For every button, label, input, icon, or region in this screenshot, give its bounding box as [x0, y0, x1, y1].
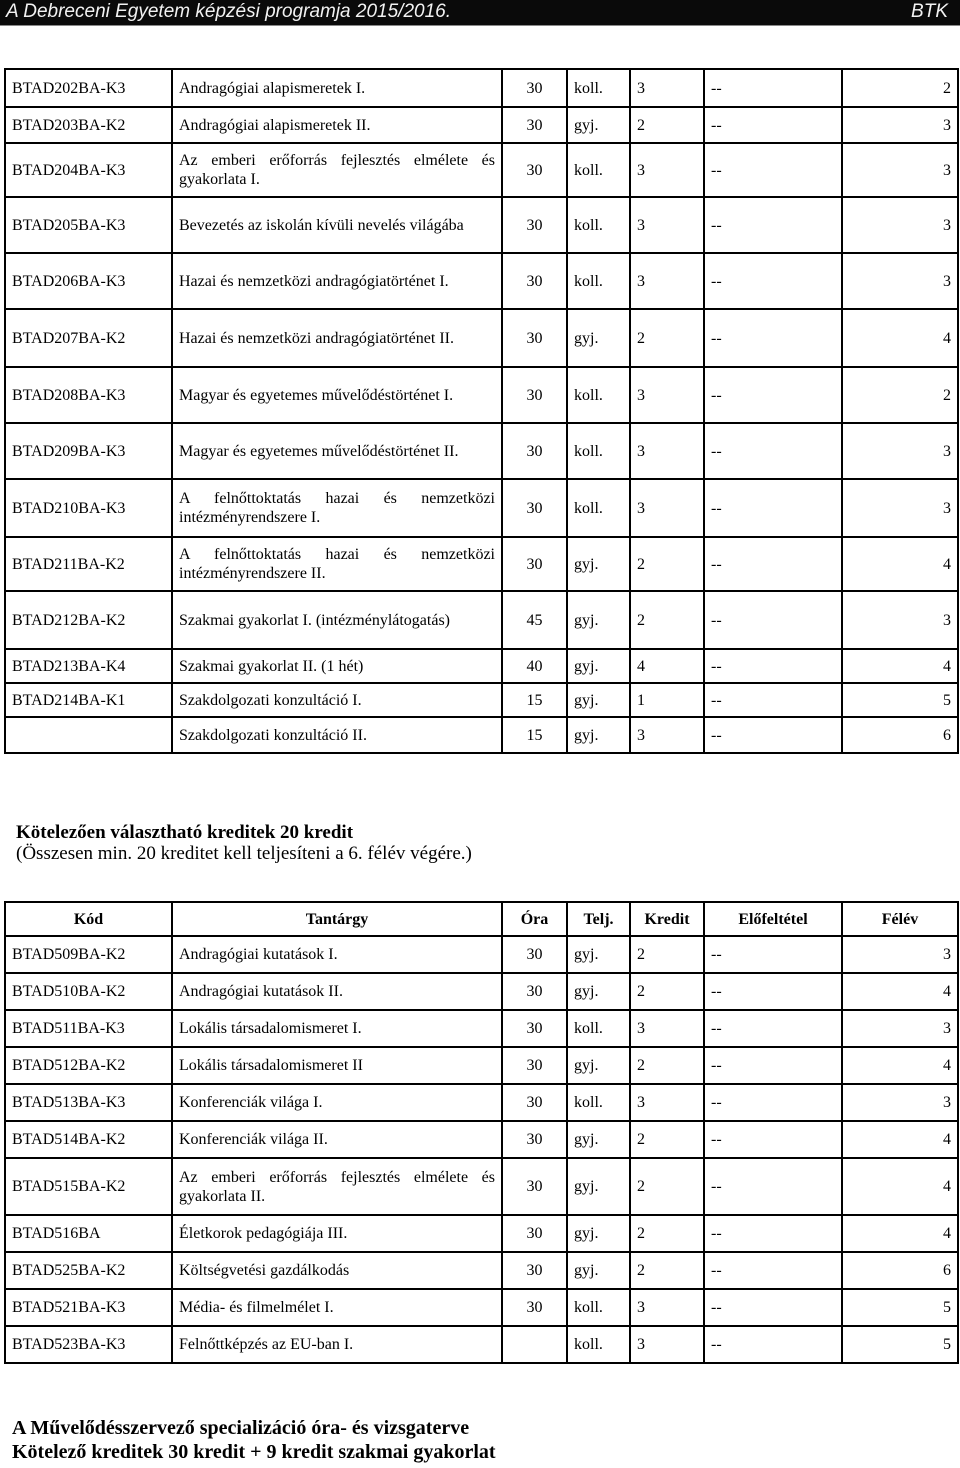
- course-subject: Felnőttképzés az EU-ban I.: [172, 1326, 502, 1363]
- course-prerequisite: --: [704, 253, 842, 309]
- table-row: [5, 367, 958, 423]
- specialization-title: A Művelődésszervező specializáció óra- és vizsgaterve: [12, 1417, 470, 1439]
- table-row: [5, 1047, 958, 1084]
- course-subject: Magyar és egyetemes művelődéstörténet II.: [172, 423, 502, 479]
- course-completion-type: koll.: [567, 367, 630, 423]
- course-subject: Szakmai gyakorlat I. (intézménylátogatás): [172, 591, 502, 649]
- course-credit: 3: [630, 1084, 704, 1121]
- col-header-prerequisite: Előfeltétel: [704, 902, 842, 936]
- course-subject: Bevezetés az iskolán kívüli nevelés világába: [172, 197, 502, 253]
- table-row: [5, 717, 958, 753]
- course-semester: 4: [842, 1215, 958, 1252]
- course-subject: Lokális társadalomismeret I.: [172, 1010, 502, 1047]
- course-subject: A felnőttoktatás hazai és nemzetközi intézményrendszere I.: [172, 479, 502, 537]
- elective-note: [16, 822, 472, 864]
- header-title: A Debreceni Egyetem képzési programja 2015/2016.: [6, 1, 451, 22]
- course-credit: 4: [630, 649, 704, 683]
- table-row: [5, 683, 958, 717]
- course-credit: 3: [630, 479, 704, 537]
- course-prerequisite: --: [704, 1047, 842, 1084]
- course-prerequisite: --: [704, 1289, 842, 1326]
- course-hours: 30: [502, 1252, 567, 1289]
- course-prerequisite: --: [704, 107, 842, 143]
- course-completion-type: koll.: [567, 423, 630, 479]
- course-code: BTAD203BA-K2: [5, 107, 172, 143]
- table-row: [5, 1010, 958, 1047]
- course-semester: 3: [842, 197, 958, 253]
- course-subject: Hazai és nemzetközi andragógiatörténet II.: [172, 309, 502, 367]
- table-row: [5, 253, 958, 309]
- table-row: [5, 107, 958, 143]
- course-hours: 30: [502, 537, 567, 591]
- course-hours: 30: [502, 309, 567, 367]
- course-hours: 30: [502, 197, 567, 253]
- course-code: BTAD511BA-K3: [5, 1010, 172, 1047]
- course-code: BTAD211BA-K2: [5, 537, 172, 591]
- course-subject: Andragógiai kutatások II.: [172, 973, 502, 1010]
- course-completion-type: gyj.: [567, 309, 630, 367]
- course-code: BTAD523BA-K3: [5, 1326, 172, 1363]
- table-row: [5, 309, 958, 367]
- course-completion-type: gyj.: [567, 537, 630, 591]
- course-code: BTAD521BA-K3: [5, 1289, 172, 1326]
- course-credit: 3: [630, 1326, 704, 1363]
- course-code: [5, 717, 172, 753]
- table-row: [5, 591, 958, 649]
- col-header-completion: Telj.: [567, 902, 630, 936]
- course-hours: 30: [502, 1010, 567, 1047]
- course-credit: 2: [630, 591, 704, 649]
- course-subject: Költségvetési gazdálkodás: [172, 1252, 502, 1289]
- course-prerequisite: --: [704, 649, 842, 683]
- course-semester: 5: [842, 1326, 958, 1363]
- course-code: BTAD213BA-K4: [5, 649, 172, 683]
- course-subject: Andragógiai kutatások I.: [172, 936, 502, 973]
- course-hours: 30: [502, 1289, 567, 1326]
- course-prerequisite: --: [704, 367, 842, 423]
- course-completion-type: koll.: [567, 1084, 630, 1121]
- table-row: [5, 1158, 958, 1215]
- course-completion-type: gyj.: [567, 683, 630, 717]
- course-prerequisite: --: [704, 1326, 842, 1363]
- course-credit: 2: [630, 1121, 704, 1158]
- course-semester: 4: [842, 1121, 958, 1158]
- elective-courses-table: [4, 901, 959, 1364]
- course-hours: 15: [502, 717, 567, 753]
- table-row: [5, 1215, 958, 1252]
- course-credit: 2: [630, 1158, 704, 1215]
- course-semester: 6: [842, 717, 958, 753]
- course-credit: 3: [630, 717, 704, 753]
- course-hours: 30: [502, 253, 567, 309]
- course-credit: 3: [630, 253, 704, 309]
- course-semester: 3: [842, 936, 958, 973]
- table-row: [5, 1252, 958, 1289]
- table-row: [5, 973, 958, 1010]
- table-row: [5, 479, 958, 537]
- course-credit: 2: [630, 309, 704, 367]
- course-semester: 3: [842, 479, 958, 537]
- course-completion-type: koll.: [567, 479, 630, 537]
- course-completion-type: gyj.: [567, 1252, 630, 1289]
- page-header: [0, 0, 960, 26]
- specialization-heading-block: [12, 1416, 496, 1464]
- course-subject: Szakmai gyakorlat II. (1 hét): [172, 649, 502, 683]
- course-completion-type: koll.: [567, 143, 630, 197]
- course-completion-type: gyj.: [567, 717, 630, 753]
- course-semester: 6: [842, 1252, 958, 1289]
- course-subject: Média- és filmelmélet I.: [172, 1289, 502, 1326]
- course-credit: 3: [630, 143, 704, 197]
- table-row: [5, 69, 958, 107]
- course-completion-type: gyj.: [567, 936, 630, 973]
- course-completion-type: koll.: [567, 197, 630, 253]
- course-code: BTAD209BA-K3: [5, 423, 172, 479]
- course-credit: 2: [630, 973, 704, 1010]
- course-completion-type: gyj.: [567, 1215, 630, 1252]
- table-header-row: [5, 902, 958, 936]
- course-semester: 4: [842, 649, 958, 683]
- course-hours: 40: [502, 649, 567, 683]
- course-completion-type: koll.: [567, 69, 630, 107]
- course-credit: 2: [630, 1252, 704, 1289]
- course-hours: 15: [502, 683, 567, 717]
- col-header-hours: Óra: [502, 902, 567, 936]
- course-credit: 2: [630, 1215, 704, 1252]
- course-completion-type: gyj.: [567, 1121, 630, 1158]
- course-completion-type: koll.: [567, 1289, 630, 1326]
- table-row: [5, 649, 958, 683]
- course-hours: 45: [502, 591, 567, 649]
- table-row: [5, 1289, 958, 1326]
- course-hours: 30: [502, 936, 567, 973]
- course-subject: Hazai és nemzetközi andragógiatörténet I.: [172, 253, 502, 309]
- course-prerequisite: --: [704, 936, 842, 973]
- course-prerequisite: --: [704, 591, 842, 649]
- course-prerequisite: --: [704, 1084, 842, 1121]
- header-rule: [0, 25, 960, 26]
- course-code: BTAD510BA-K2: [5, 973, 172, 1010]
- course-semester: 3: [842, 1010, 958, 1047]
- course-completion-type: gyj.: [567, 649, 630, 683]
- course-code: BTAD210BA-K3: [5, 479, 172, 537]
- table-row: [5, 1326, 958, 1363]
- course-code: BTAD516BA: [5, 1215, 172, 1252]
- course-credit: 2: [630, 1047, 704, 1084]
- course-completion-type: gyj.: [567, 1158, 630, 1215]
- course-hours: 30: [502, 973, 567, 1010]
- course-completion-type: koll.: [567, 253, 630, 309]
- course-completion-type: gyj.: [567, 1047, 630, 1084]
- course-semester: 4: [842, 537, 958, 591]
- course-semester: 4: [842, 973, 958, 1010]
- table-row: [5, 936, 958, 973]
- course-code: BTAD512BA-K2: [5, 1047, 172, 1084]
- course-prerequisite: --: [704, 309, 842, 367]
- col-header-code: Kód: [5, 902, 172, 936]
- table-row: [5, 1121, 958, 1158]
- course-semester: 3: [842, 591, 958, 649]
- course-hours: 30: [502, 367, 567, 423]
- course-code: BTAD509BA-K2: [5, 936, 172, 973]
- course-hours: [502, 1326, 567, 1363]
- course-subject: Konferenciák világa I.: [172, 1084, 502, 1121]
- course-prerequisite: --: [704, 69, 842, 107]
- course-hours: 30: [502, 479, 567, 537]
- course-code: BTAD202BA-K3: [5, 69, 172, 107]
- course-completion-type: gyj.: [567, 107, 630, 143]
- elective-credits-heading: Kötelezően választható kreditek 20 kredit: [16, 822, 354, 843]
- course-prerequisite: --: [704, 973, 842, 1010]
- course-semester: 3: [842, 143, 958, 197]
- course-subject: Andragógiai alapismeretek II.: [172, 107, 502, 143]
- course-semester: 4: [842, 309, 958, 367]
- table-row: [5, 197, 958, 253]
- course-semester: 3: [842, 423, 958, 479]
- course-subject: Andragógiai alapismeretek I.: [172, 69, 502, 107]
- mandatory-courses-table: [4, 68, 959, 754]
- col-header-subject: Tantárgy: [172, 902, 502, 936]
- course-subject: Szakdolgozati konzultáció I.: [172, 683, 502, 717]
- course-credit: 2: [630, 107, 704, 143]
- course-hours: 30: [502, 1084, 567, 1121]
- course-prerequisite: --: [704, 537, 842, 591]
- course-subject: Konferenciák világa II.: [172, 1121, 502, 1158]
- course-semester: 4: [842, 1158, 958, 1215]
- course-credit: 3: [630, 1289, 704, 1326]
- course-hours: 30: [502, 1158, 567, 1215]
- course-credit: 3: [630, 423, 704, 479]
- course-prerequisite: --: [704, 1121, 842, 1158]
- course-credit: 3: [630, 367, 704, 423]
- course-completion-type: gyj.: [567, 973, 630, 1010]
- course-hours: 30: [502, 1121, 567, 1158]
- course-semester: 3: [842, 1084, 958, 1121]
- course-semester: 3: [842, 253, 958, 309]
- course-prerequisite: --: [704, 1215, 842, 1252]
- course-semester: 5: [842, 683, 958, 717]
- course-subject: Magyar és egyetemes művelődéstörténet I.: [172, 367, 502, 423]
- course-subject: Lokális társadalomismeret II: [172, 1047, 502, 1084]
- course-prerequisite: --: [704, 143, 842, 197]
- course-semester: 5: [842, 1289, 958, 1326]
- specialization-credits: Kötelező kreditek 30 kredit + 9 kredit szakmai gyakorlat: [12, 1441, 496, 1463]
- course-hours: 30: [502, 1215, 567, 1252]
- course-hours: 30: [502, 423, 567, 479]
- table-row: [5, 143, 958, 197]
- course-prerequisite: --: [704, 717, 842, 753]
- course-semester: 2: [842, 367, 958, 423]
- course-prerequisite: --: [704, 197, 842, 253]
- course-code: BTAD212BA-K2: [5, 591, 172, 649]
- course-code: BTAD525BA-K2: [5, 1252, 172, 1289]
- course-code: BTAD206BA-K3: [5, 253, 172, 309]
- course-subject: Az emberi erőforrás fejlesztés elmélete és gyakorlata II.: [172, 1158, 502, 1215]
- course-code: BTAD207BA-K2: [5, 309, 172, 367]
- table-row: [5, 423, 958, 479]
- course-prerequisite: --: [704, 479, 842, 537]
- elective-credits-requirement: (Összesen min. 20 kreditet kell teljesíteni a 6. félév végére.): [16, 843, 472, 864]
- course-hours: 30: [502, 1047, 567, 1084]
- col-header-credit: Kredit: [630, 902, 704, 936]
- course-completion-type: koll.: [567, 1326, 630, 1363]
- course-prerequisite: --: [704, 683, 842, 717]
- course-subject: A felnőttoktatás hazai és nemzetközi intézményrendszere II.: [172, 537, 502, 591]
- course-code: BTAD214BA-K1: [5, 683, 172, 717]
- course-prerequisite: --: [704, 423, 842, 479]
- course-semester: 2: [842, 69, 958, 107]
- course-completion-type: gyj.: [567, 591, 630, 649]
- course-credit: 3: [630, 197, 704, 253]
- course-hours: 30: [502, 69, 567, 107]
- course-subject: Életkorok pedagógiája III.: [172, 1215, 502, 1252]
- table-row: [5, 1084, 958, 1121]
- header-faculty: BTK: [911, 1, 948, 22]
- course-hours: 30: [502, 143, 567, 197]
- course-prerequisite: --: [704, 1158, 842, 1215]
- course-prerequisite: --: [704, 1010, 842, 1047]
- course-credit: 3: [630, 1010, 704, 1047]
- course-hours: 30: [502, 107, 567, 143]
- col-header-semester: Félév: [842, 902, 958, 936]
- course-code: BTAD513BA-K3: [5, 1084, 172, 1121]
- course-semester: 3: [842, 107, 958, 143]
- course-subject: Az emberi erőforrás fejlesztés elmélete és gyakorlata I.: [172, 143, 502, 197]
- course-code: BTAD514BA-K2: [5, 1121, 172, 1158]
- course-semester: 4: [842, 1047, 958, 1084]
- course-credit: 2: [630, 537, 704, 591]
- course-credit: 1: [630, 683, 704, 717]
- course-code: BTAD515BA-K2: [5, 1158, 172, 1215]
- course-subject: Szakdolgozati konzultáció II.: [172, 717, 502, 753]
- course-credit: 2: [630, 936, 704, 973]
- course-code: BTAD208BA-K3: [5, 367, 172, 423]
- course-code: BTAD205BA-K3: [5, 197, 172, 253]
- table-row: [5, 537, 958, 591]
- course-prerequisite: --: [704, 1252, 842, 1289]
- course-credit: 3: [630, 69, 704, 107]
- course-completion-type: koll.: [567, 1010, 630, 1047]
- course-code: BTAD204BA-K3: [5, 143, 172, 197]
